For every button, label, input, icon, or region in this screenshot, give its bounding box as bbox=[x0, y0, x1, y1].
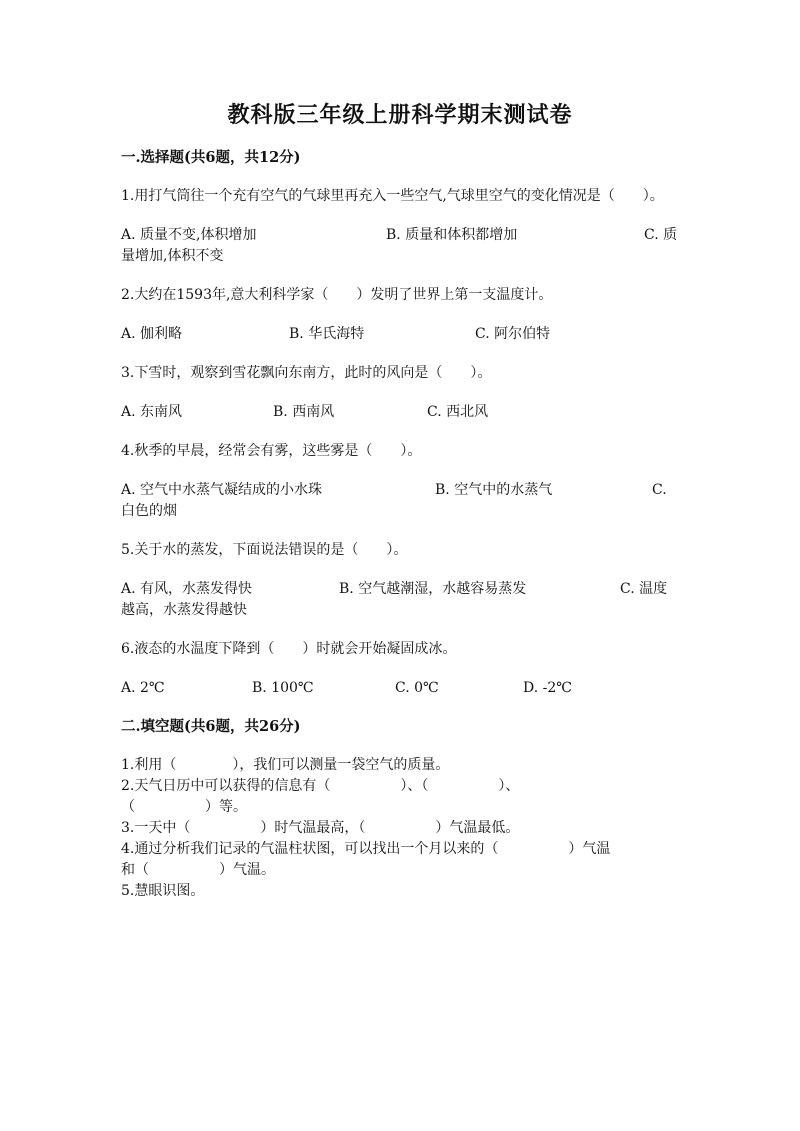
question-4: 4.秋季的早晨，经常会有雾，这些雾是（ ）。 bbox=[121, 443, 422, 459]
question-6: 6.液态的水温度下降到（ ）时就会开始凝固成冰。 bbox=[121, 641, 457, 657]
option-4c-cont: 白色的烟 bbox=[121, 503, 177, 519]
fill-question-1: 1.利用（ ），我们可以测量一袋空气的质量。 bbox=[121, 757, 450, 773]
option-3c: C. 西北风 bbox=[427, 404, 489, 420]
option-3b: B. 西南风 bbox=[273, 404, 335, 420]
option-2b: B. 华氏海特 bbox=[289, 326, 365, 342]
option-4a: A. 空气中水蒸气凝结成的小水珠 bbox=[121, 482, 323, 498]
question-1: 1.用打气筒往一个充有空气的气球里再充入一些空气,气球里空气的变化情况是（ ）。 bbox=[121, 188, 664, 204]
section-heading-fill: 二.填空题(共6题，共26分) bbox=[121, 718, 301, 735]
exam-content bbox=[121, 148, 679, 902]
option-1b: B. 质量和体积都增加 bbox=[386, 227, 518, 243]
option-1c-cont: 量增加,体积不变 bbox=[121, 248, 224, 264]
option-1c: C. 质 bbox=[644, 227, 678, 243]
option-5a: A. 有风，水蒸发得快 bbox=[121, 581, 253, 597]
option-2c: C. 阿尔伯特 bbox=[475, 326, 551, 342]
fill-question-2: 2.天气日历中可以获得的信息有（ ）、（ ）、 bbox=[121, 778, 520, 794]
option-3a: A. 东南风 bbox=[121, 404, 183, 420]
option-5b: B. 空气越潮湿，水越容易蒸发 bbox=[339, 581, 527, 597]
page-title: 教科版三年级上册科学期末测试卷 bbox=[227, 102, 573, 128]
option-4c: C. bbox=[652, 482, 667, 498]
fill-question-3: 3.一天中（ ）时气温最高，（ ）气温最低。 bbox=[121, 820, 520, 836]
fill-question-2-cont: （ ）等。 bbox=[121, 799, 247, 815]
fill-question-4: 4.通过分析我们记录的气温柱状图，可以找出一个月以来的（ ）气温 bbox=[121, 841, 611, 857]
option-5c-cont: 越高，水蒸发得越快 bbox=[121, 602, 247, 618]
option-6d: D. -2℃ bbox=[523, 680, 572, 696]
section-heading-choice: 一.选择题(共6题，共12分) bbox=[121, 149, 301, 166]
question-1-options bbox=[121, 225, 679, 267]
question-5: 5.关于水的蒸发，下面说法错误的是（ ）。 bbox=[121, 542, 408, 558]
option-6b: B. 100℃ bbox=[252, 680, 314, 696]
option-6c: C. 0℃ bbox=[395, 680, 439, 696]
option-4b: B. 空气中的水蒸气 bbox=[435, 482, 553, 498]
option-2a: A. 伽利略 bbox=[121, 326, 183, 342]
question-4-options bbox=[121, 480, 679, 522]
question-3-options bbox=[121, 402, 679, 423]
question-5-options bbox=[121, 579, 679, 621]
question-2: 2.大约在1593年,意大利科学家（ ）发明了世界上第一支温度计。 bbox=[121, 287, 553, 303]
option-6a: A. 2℃ bbox=[121, 680, 165, 696]
fill-question-4-cont: 和（ ）气温。 bbox=[121, 862, 275, 878]
question-2-options bbox=[121, 324, 679, 345]
option-5c: C. 温度 bbox=[620, 581, 668, 597]
question-6-options bbox=[121, 678, 679, 699]
question-3: 3.下雪时，观察到雪花飘向东南方，此时的风向是（ ）。 bbox=[121, 365, 492, 381]
option-1a: A. 质量不变,体积增加 bbox=[121, 227, 257, 243]
fill-question-5: 5.慧眼识图。 bbox=[121, 883, 205, 899]
